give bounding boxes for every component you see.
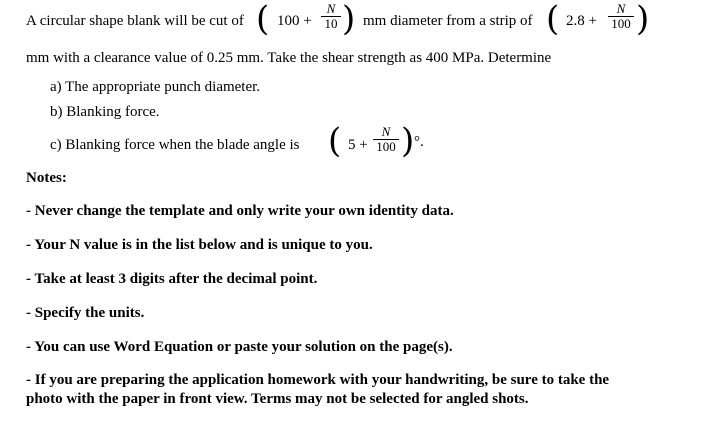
note-6-line-1: - If you are preparing the application homework with your handwriting, be sure to take the [26, 372, 610, 388]
fraction-denominator: 100 [611, 16, 631, 31]
item-c-text: c) Blanking force when the blade angle is [50, 137, 300, 153]
problem-line1-text-2: mm diameter from a strip of [363, 13, 533, 29]
fraction-numerator: N [381, 124, 391, 139]
fraction-numerator: N [616, 1, 626, 16]
item-b: b) Blanking force. [50, 104, 160, 120]
item-c-expr-left: 5 + [348, 137, 368, 153]
fraction-numerator: N [326, 1, 336, 16]
expr2-left: 2.8 + [566, 13, 597, 29]
note-6-line-2: photo with the paper in front view. Terms may not be selected for angled shots. [26, 391, 529, 407]
fraction-n-over-10 [321, 2, 341, 31]
note-4: - Specify the units. [26, 305, 145, 321]
degree-sign: °. [414, 134, 424, 150]
note-5: - You can use Word Equation or paste your solution on the page(s). [26, 339, 453, 355]
problem-line1-text: A circular shape blank will be cut of [26, 13, 244, 29]
fraction-n-over-100-b [373, 125, 399, 154]
close-paren-2: ) [636, 0, 650, 39]
close-paren-1: ) [342, 0, 356, 39]
open-paren-3: ( [328, 121, 342, 161]
fraction-n-over-100-a [608, 2, 634, 31]
fraction-denominator: 100 [376, 139, 396, 154]
fraction-denominator: 10 [324, 16, 338, 31]
open-paren-1: ( [256, 0, 270, 39]
note-2: - Your N value is in the list below and is unique to you. [26, 237, 373, 253]
expr1-left: 100 + [277, 13, 312, 29]
notes-title: Notes: [26, 170, 67, 186]
open-paren-2: ( [546, 0, 560, 39]
note-3: - Take at least 3 digits after the decimal point. [26, 271, 318, 287]
note-1: - Never change the template and only write your own identity data. [26, 203, 454, 219]
problem-line2-text: mm with a clearance value of 0.25 mm. Take the shear strength as 400 MPa. Determine [26, 50, 552, 66]
item-a: a) The appropriate punch diameter. [50, 79, 261, 95]
close-paren-3: ) [401, 121, 415, 161]
